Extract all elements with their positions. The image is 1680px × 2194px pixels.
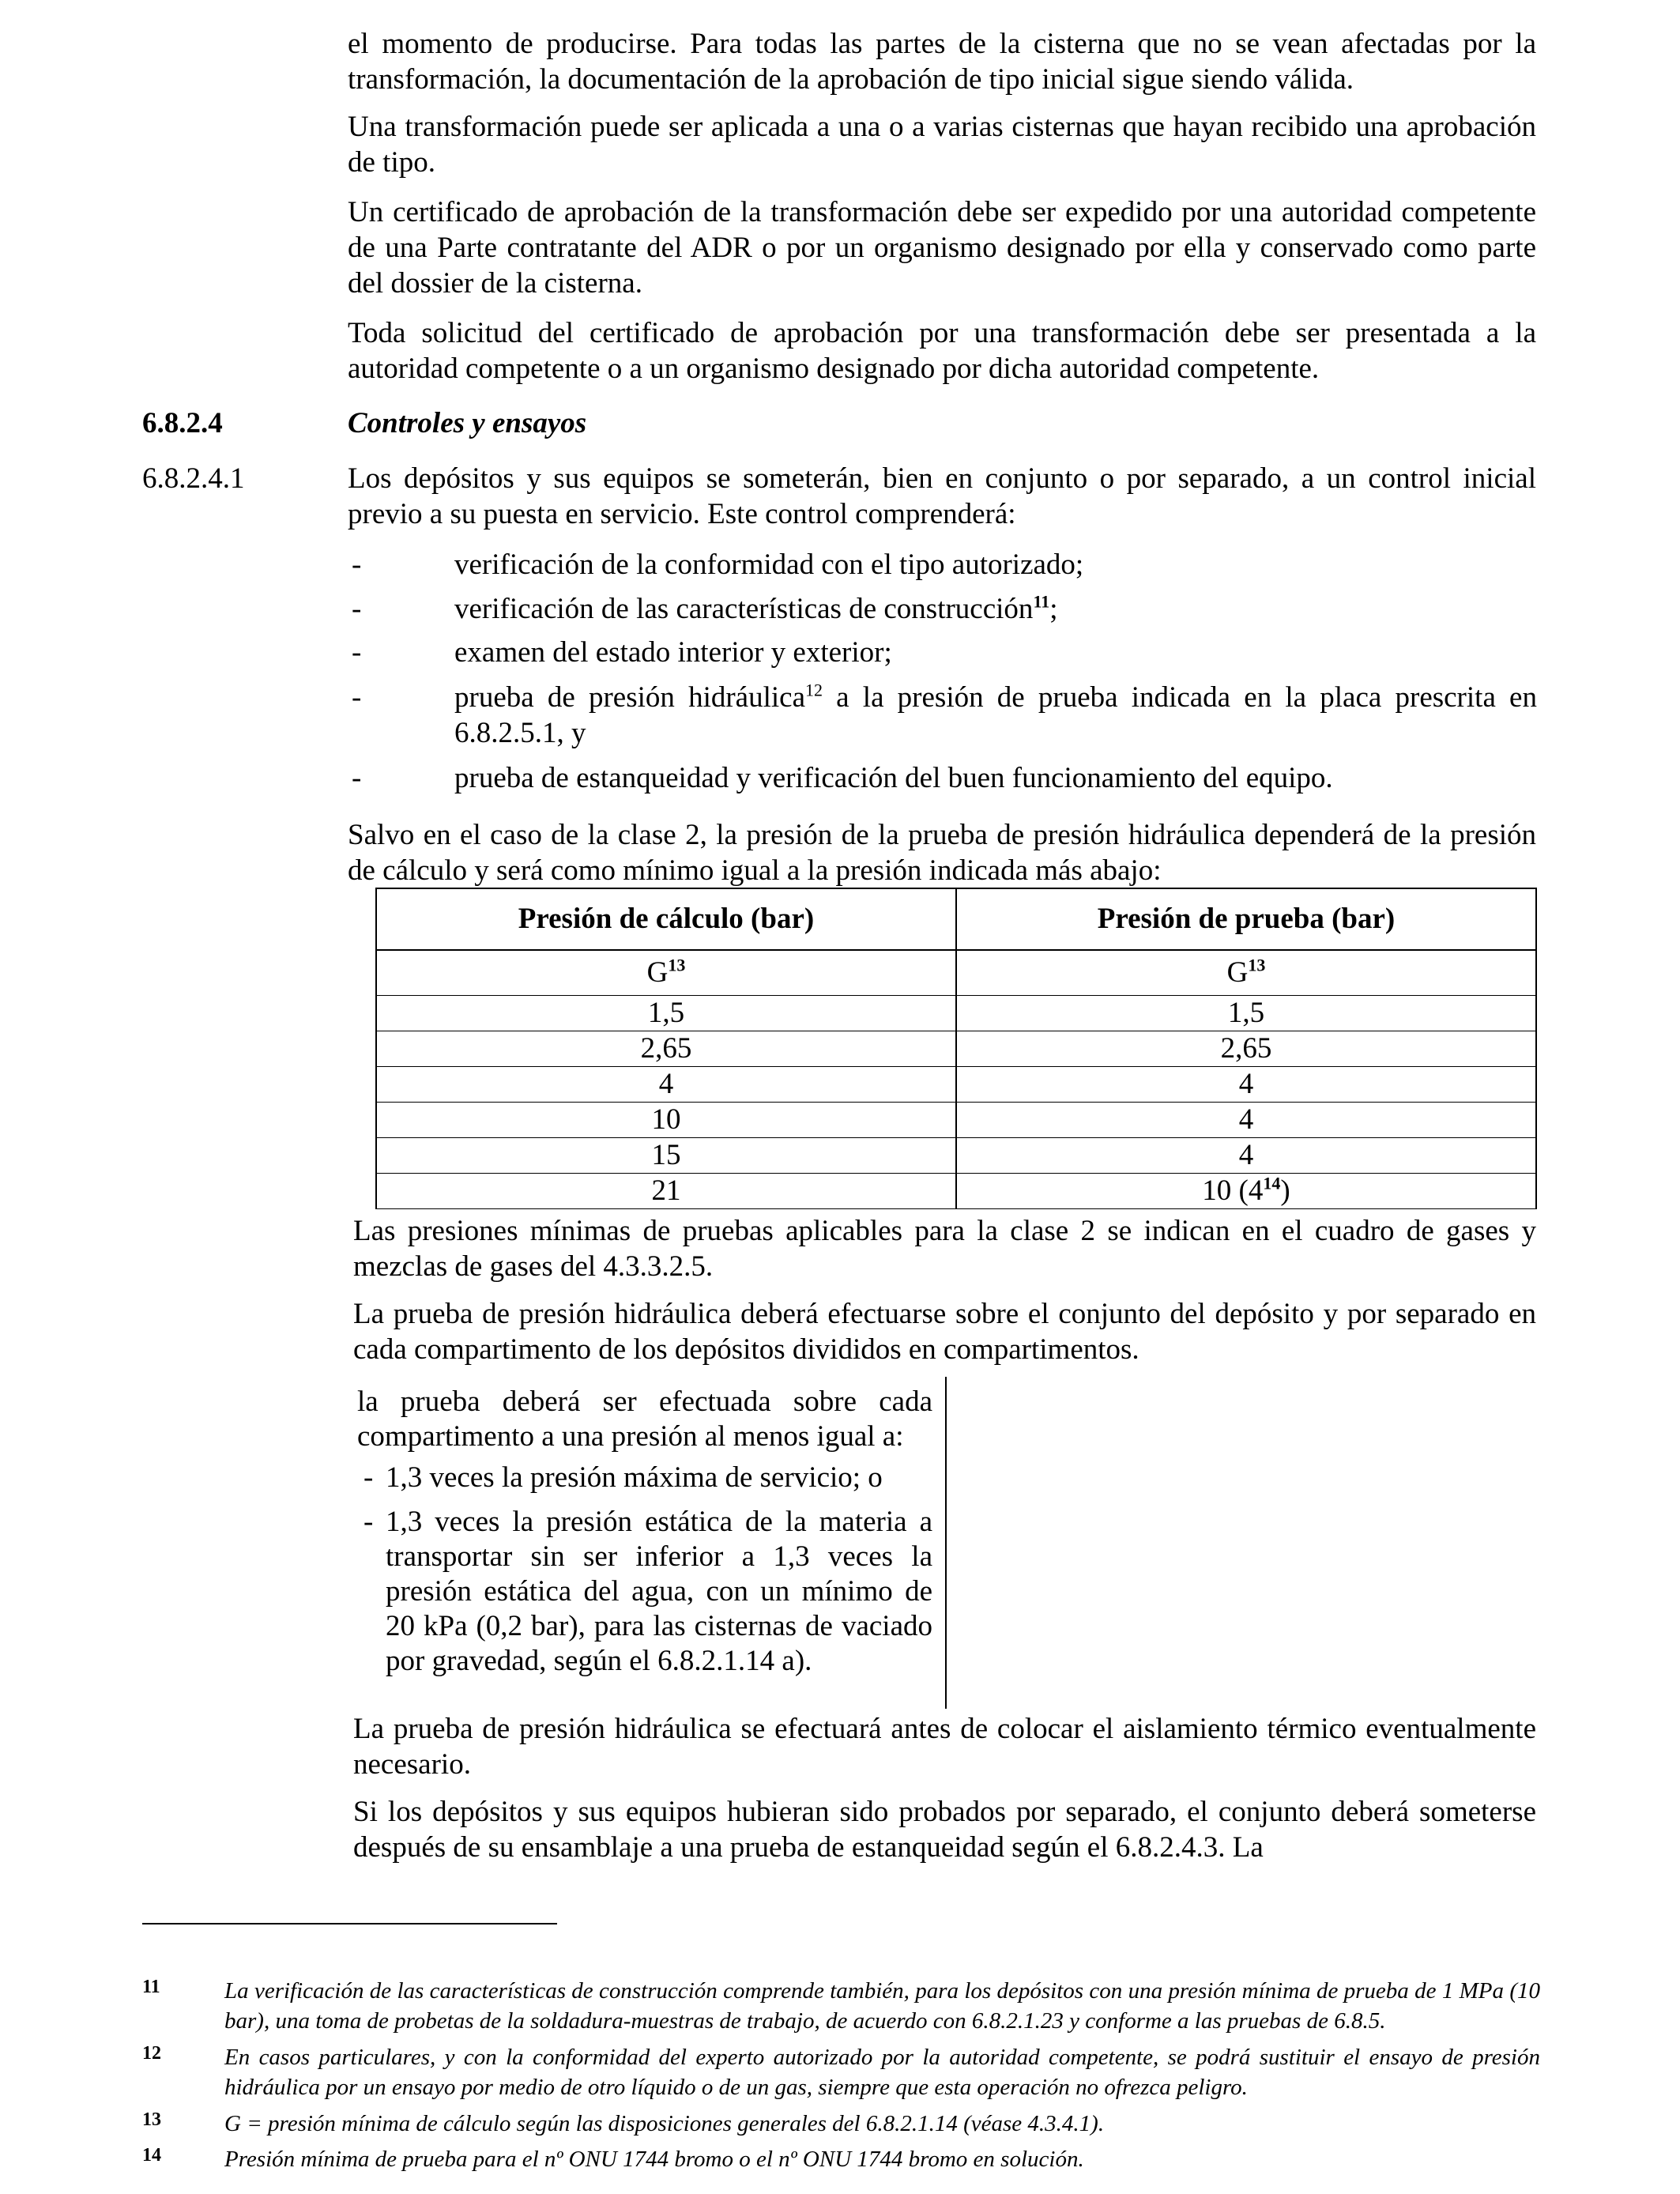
table-row	[376, 1138, 1536, 1174]
list-item-text: verificación de las características de construcción	[454, 593, 1034, 625]
list-item-text-after: ;	[1049, 593, 1058, 625]
calc-pressure-cell-value: G	[646, 956, 669, 989]
list-dash: -	[352, 636, 362, 669]
test-pressure-cell	[956, 1031, 1536, 1067]
box-vertical-rule	[945, 1377, 947, 1709]
box-bullet-dash: -	[363, 1461, 374, 1494]
footnote-text: La verificación de las características de construcción comprende también, para los depósitos con una presión mínima de prueba de 1 MPa (10 bar), una toma de probetas de la soldadura-muestras de trabajo, de acuerdo con 6.8.2.1.23 y conforme a las pruebas de 6.8.5.	[224, 1978, 1540, 2034]
footnote-ref: 14	[1263, 1173, 1281, 1193]
section-number: 6.8.2.4	[142, 407, 223, 439]
calc-pressure-cell	[376, 950, 956, 996]
table-row	[376, 1067, 1536, 1103]
box-bullet-text: 1,3 veces la presión estática de la materia a transportar sin ser inferior a 1,3 veces la presión estática del agua, con un mínimo de 20 kPa (0,2 bar), para las cisternas de vaciado por gravedad, según el 6.8.2.1.14 a).	[386, 1506, 932, 1677]
test-pressure-cell-value: G	[1226, 956, 1249, 989]
calc-pressure-cell-value: 21	[651, 1174, 681, 1207]
footnote-ref: 13	[1248, 955, 1266, 975]
paragraph-transformation-scope: Una transformación puede ser aplicada a una o a varias cisternas que hayan recibido una aprobación de tipo.	[348, 111, 1536, 179]
box-intro: la prueba deberá ser efectuada sobre cada compartimento a una presión al menos igual a:	[357, 1385, 932, 1453]
footnote-text: G = presión mínima de cálculo según las disposiciones generales del 6.8.2.1.14 (véase 4.3.4.1).	[224, 2111, 1105, 2136]
table-row	[376, 996, 1536, 1031]
footnote-text: Presión mínima de prueba para el nº ONU 1744 bromo o el nº ONU 1744 bromo en solución.	[224, 2147, 1084, 2172]
footnote-ref: 12	[805, 680, 823, 700]
test-pressure-cell	[956, 996, 1536, 1031]
list-item: prueba de estanqueidad y verificación del buen funcionamiento del equipo.	[454, 762, 1333, 794]
footnote-number: 12	[142, 2043, 161, 2064]
box-bullet	[357, 1461, 932, 1495]
list-dash: -	[352, 593, 362, 625]
box-bullet-dash: -	[363, 1506, 374, 1538]
table-row	[376, 1174, 1536, 1209]
box-bullet	[357, 1505, 932, 1679]
paragraph-class2: Las presiones mínimas de pruebas aplicables para la clase 2 se indican en el cuadro de gases y mezclas de gases del 4.3.3.2.5.	[353, 1215, 1536, 1283]
table-header: Presión de prueba (bar)	[956, 888, 1536, 950]
test-pressure-cell-value: 4	[1238, 1139, 1254, 1171]
calc-pressure-cell	[376, 1174, 956, 1209]
paragraph-before-table: Salvo en el caso de la clase 2, la presión de la prueba de presión hidráulica dependerá de la presión de cálculo y será como mínimo igual a la presión indicada más abajo:	[348, 819, 1536, 887]
calc-pressure-cell	[376, 1138, 956, 1174]
test-pressure-cell-value: 1,5	[1227, 997, 1265, 1029]
calc-pressure-cell	[376, 1103, 956, 1138]
footnote-text: En casos particulares, y con la conformidad del experto autorizado por la autoridad competente, se podrá sustituir el ensayo de presión hidráulica por un ensayo por medio de otro líquido o de un gas, siempre que esta operación no ofrezca peligro.	[224, 2045, 1540, 2100]
paragraph-compartments: La prueba de presión hidráulica deberá efectuarse sobre el conjunto del depósito y por separado en cada compartimento de los depósitos divididos en compartimentos.	[353, 1298, 1536, 1366]
list-item-text-after: a la presión de prueba indicada en la placa prescrita en 6.8.2.5.1, y	[454, 681, 1537, 749]
footnote-number: 11	[142, 1977, 160, 1997]
paragraph-application: Toda solicitud del certificado de aprobación por una transformación debe ser presentada a la autoridad competente o a un organismo designado por dicha autoridad competente.	[348, 317, 1536, 385]
paragraph-continuation: el momento de producirse. Para todas las partes de la cisterna que no se vean afectadas por la transformación, la documentación de la aprobación de tipo inicial sigue siendo válida.	[348, 28, 1536, 96]
calc-pressure-cell-value: 10	[651, 1103, 681, 1136]
test-pressure-cell-value: 4	[1238, 1068, 1254, 1100]
list-dash: -	[352, 548, 362, 581]
subsection-text: Los depósitos y sus equipos se someterán, bien en conjunto o por separado, a un control inicial previo a su puesta en servicio. Este control comprenderá:	[348, 462, 1536, 530]
box-bullet-text: 1,3 veces la presión máxima de servicio; o	[386, 1461, 883, 1494]
list-dash: -	[352, 681, 362, 714]
list-item	[454, 591, 1537, 627]
test-pressure-cell	[956, 1174, 1536, 1209]
test-pressure-cell	[956, 1067, 1536, 1103]
list-item: examen del estado interior y exterior;	[454, 636, 892, 669]
test-pressure-cell-value: 10 (4	[1202, 1174, 1264, 1207]
test-pressure-cell-value: 4	[1238, 1103, 1254, 1136]
calc-pressure-cell	[376, 1067, 956, 1103]
pressure-table	[375, 888, 1537, 1209]
calc-pressure-cell	[376, 1031, 956, 1067]
footnote-number: 14	[142, 2145, 161, 2166]
table-header-row	[376, 888, 1536, 950]
test-pressure-cell	[956, 1103, 1536, 1138]
footnote-ref: 13	[668, 955, 686, 975]
test-pressure-cell	[956, 1138, 1536, 1174]
table-header: Presión de cálculo (bar)	[376, 888, 956, 950]
calc-pressure-cell-value: 1,5	[647, 997, 685, 1029]
calc-pressure-cell-value: 15	[651, 1139, 681, 1171]
compartment-box	[357, 1385, 932, 1679]
list-dash: -	[352, 762, 362, 794]
list-item: verificación de la conformidad con el tipo autorizado;	[454, 548, 1084, 581]
list-item	[454, 680, 1537, 751]
test-pressure-cell	[956, 950, 1536, 996]
subsection-number: 6.8.2.4.1	[142, 462, 245, 495]
test-pressure-cell-value: 2,65	[1220, 1032, 1272, 1065]
footnote-number: 13	[142, 2109, 161, 2130]
calc-pressure-cell-value: 4	[658, 1068, 674, 1100]
paragraph-insulation: La prueba de presión hidráulica se efectuará antes de colocar el aislamiento térmico eventualmente necesario.	[353, 1713, 1536, 1781]
table-row	[376, 950, 1536, 996]
paragraph-leaktest: Si los depósitos y sus equipos hubieran sido probados por separado, el conjunto deberá someterse después de su ensamblaje a una prueba de estanqueidad según el 6.8.2.4.3. La	[353, 1796, 1536, 1864]
test-pressure-cell-suffix: )	[1280, 1174, 1290, 1207]
footnote-separator	[142, 1923, 557, 1924]
calc-pressure-cell-value: 2,65	[640, 1032, 692, 1065]
footnote-ref: 11	[1033, 591, 1050, 612]
table-row	[376, 1031, 1536, 1067]
list-item-text: prueba de presión hidráulica	[454, 681, 805, 714]
paragraph-certificate: Un certificado de aprobación de la transformación debe ser expedido por una autoridad competente de una Parte contratante del ADR o por un organismo designado por ella y conservado como parte del dossier de la cisterna.	[348, 196, 1536, 300]
section-title: Controles y ensayos	[348, 407, 587, 439]
table-row	[376, 1103, 1536, 1138]
calc-pressure-cell	[376, 996, 956, 1031]
